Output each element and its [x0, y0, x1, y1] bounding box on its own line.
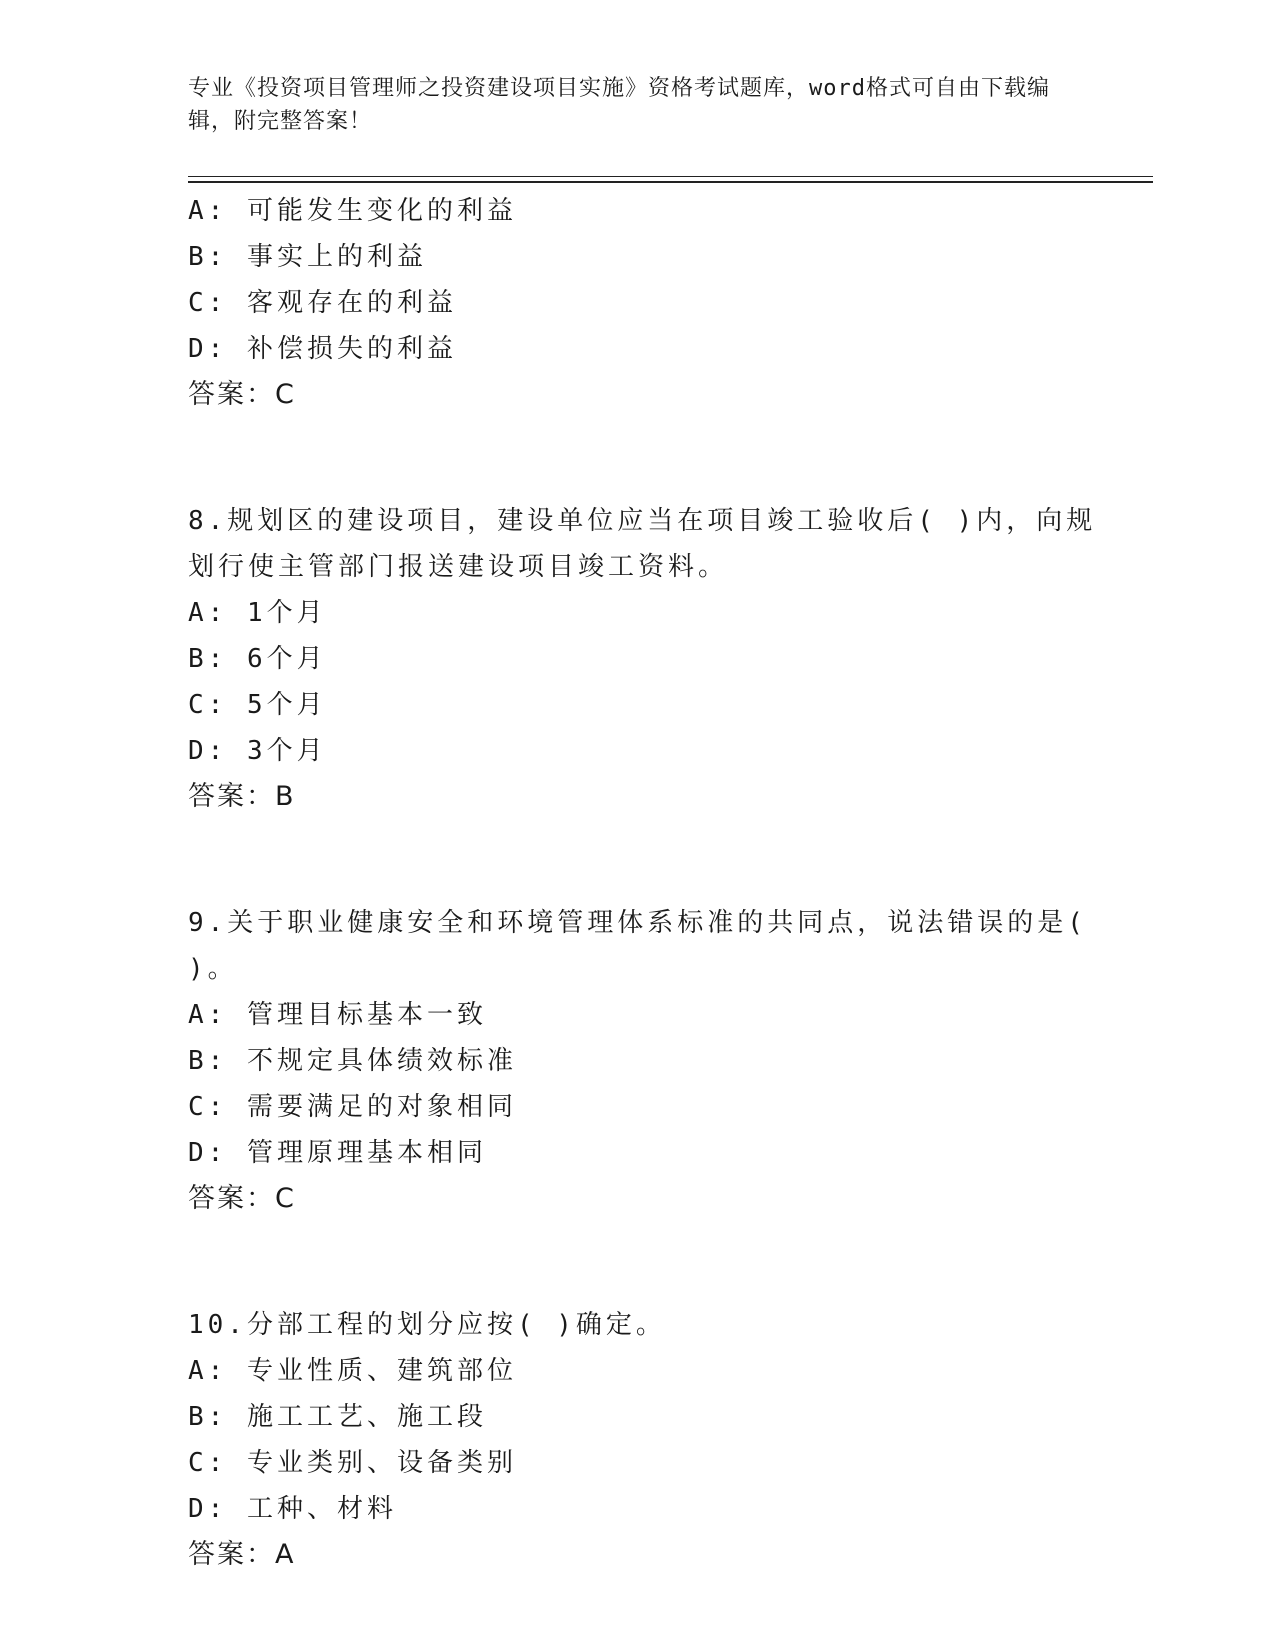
option-b: B: 事实上的利益 [188, 242, 427, 272]
option-c: C: 专业类别、设备类别 [188, 1448, 517, 1478]
option-b: B: 6个月 [188, 644, 327, 674]
question-stem-line: 9.关于职业健康安全和环境管理体系标准的共同点，说法错误的是( [188, 908, 1087, 938]
option-b: B: 施工工艺、施工段 [188, 1402, 487, 1432]
question-10 [188, 1302, 1088, 1578]
answer-line: 答案：C [188, 1183, 296, 1214]
option-a: A: 1个月 [188, 598, 327, 628]
question-9 [188, 900, 1088, 1222]
option-a: A: 可能发生变化的利益 [188, 196, 517, 226]
question-stem-line: )。 [188, 954, 238, 984]
question-list [188, 188, 1097, 1578]
option-d: D: 3个月 [188, 736, 327, 766]
answer-line: 答案：C [188, 379, 296, 410]
header-rule-thin [188, 176, 1153, 177]
answer-line: 答案：A [188, 1539, 296, 1570]
question-stem-line: 8.规划区的建设项目，建设单位应当在项目竣工验收后( )内，向规 [188, 506, 1097, 536]
option-a: A: 管理目标基本一致 [188, 1000, 487, 1030]
question-stem-line: 10.分部工程的划分应按( )确定。 [188, 1310, 666, 1340]
option-c: C: 5个月 [188, 690, 327, 720]
option-c: C: 客观存在的利益 [188, 288, 457, 318]
answer-line: 答案：B [188, 781, 296, 812]
question-7-fragment [188, 188, 1088, 418]
question-stem-line: 划行使主管部门报送建设项目竣工资料。 [188, 552, 729, 582]
option-d: D: 工种、材料 [188, 1494, 397, 1524]
question-8 [188, 498, 1097, 820]
option-d: D: 补偿损失的利益 [188, 334, 457, 364]
option-b: B: 不规定具体绩效标准 [188, 1046, 517, 1076]
option-c: C: 需要满足的对象相同 [188, 1092, 517, 1122]
option-a: A: 专业性质、建筑部位 [188, 1356, 517, 1386]
header-rule-thick [188, 181, 1153, 183]
document-header: 专业《投资项目管理师之投资建设项目实施》资格考试题库，word格式可自由下载编辑，附完整答案！ [188, 76, 1050, 134]
option-d: D: 管理原理基本相同 [188, 1138, 487, 1168]
